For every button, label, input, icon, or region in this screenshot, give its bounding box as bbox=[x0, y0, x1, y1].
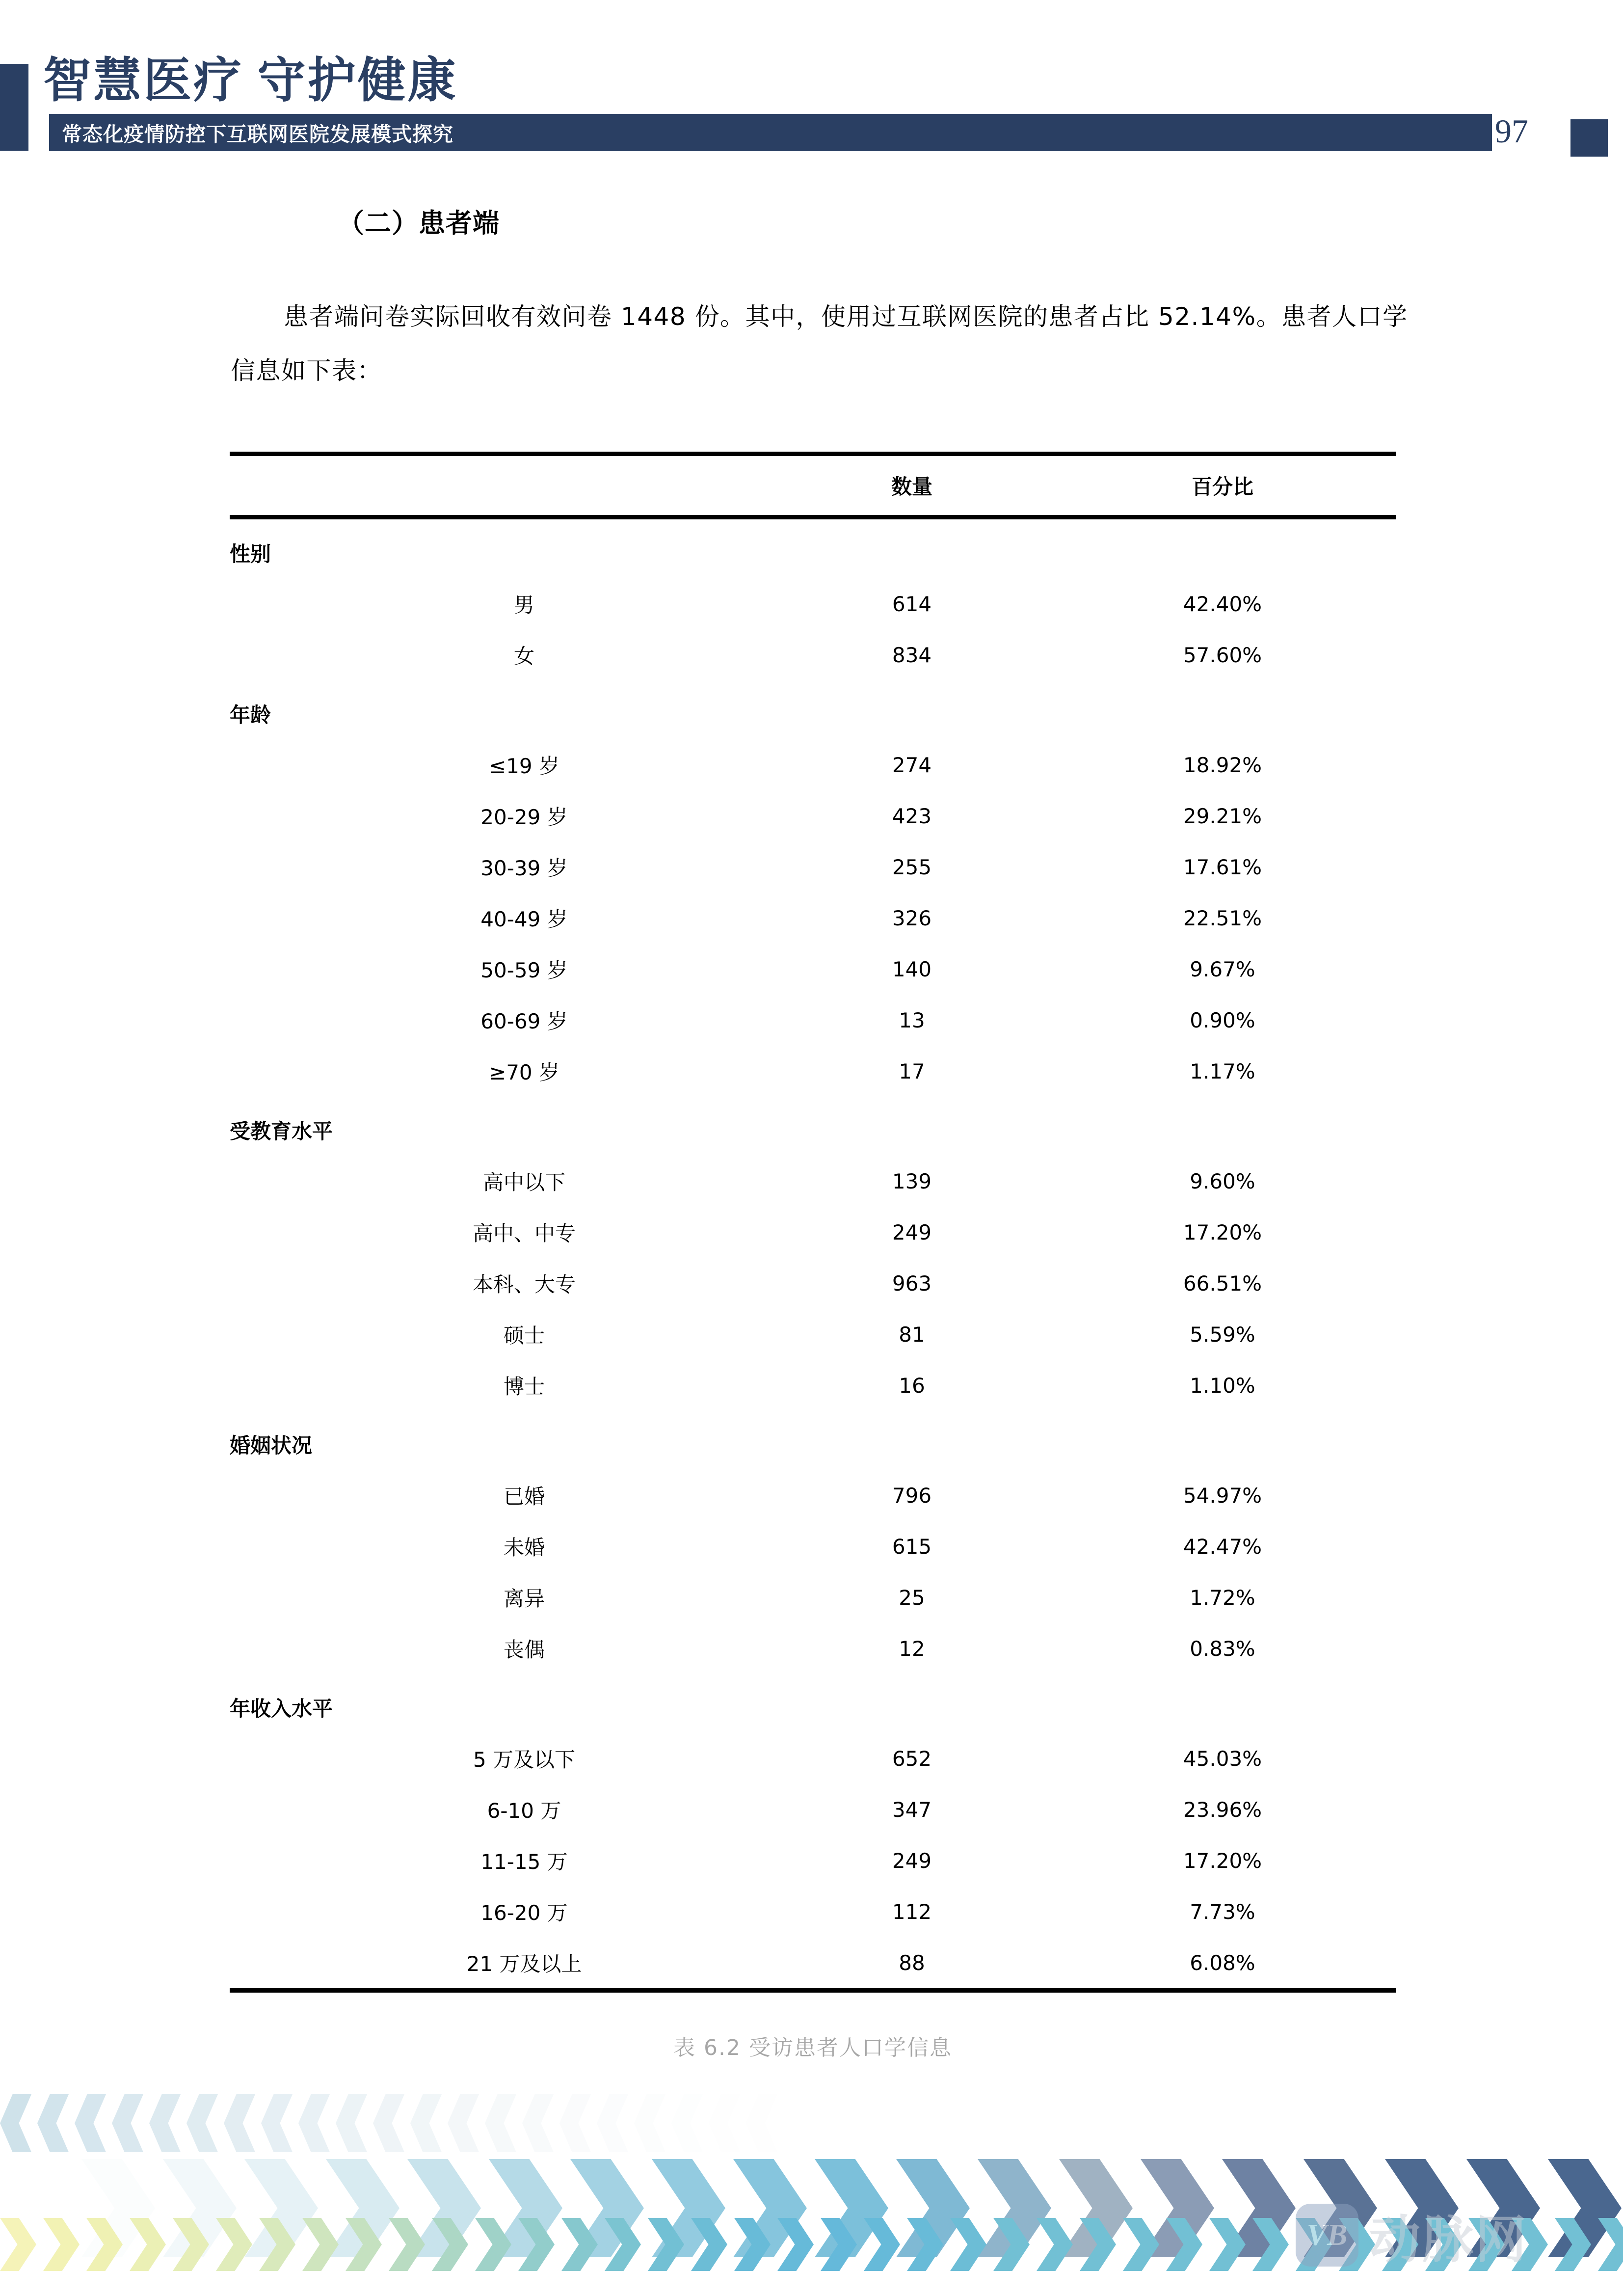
chevron-icon bbox=[259, 2218, 295, 2271]
chevron-icon bbox=[597, 2094, 628, 2152]
chevron-icon bbox=[648, 2218, 684, 2271]
row-count: 81 bbox=[899, 1322, 925, 1347]
table-row bbox=[230, 944, 1396, 995]
row-percent: 6.08% bbox=[1190, 1950, 1255, 1975]
chevron-icon bbox=[993, 2218, 1030, 2271]
chevron-icon bbox=[75, 2094, 106, 2152]
chevron-icon bbox=[1604, 2094, 1623, 2152]
row-count: 88 bbox=[899, 1950, 925, 1975]
table-row bbox=[230, 1572, 1396, 1623]
chevron-icon bbox=[1555, 2218, 1591, 2271]
watermark bbox=[1296, 2198, 1528, 2272]
row-label: 30-39 岁 bbox=[480, 856, 568, 880]
row-count: 12 bbox=[899, 1636, 925, 1661]
chevron-icon bbox=[777, 2218, 814, 2271]
chevron-icon bbox=[298, 2094, 330, 2152]
chevron-icon bbox=[1166, 2218, 1202, 2271]
row-label: 60-69 岁 bbox=[480, 1009, 568, 1033]
row-label: 50-59 岁 bbox=[480, 958, 568, 982]
chevron-icon bbox=[1252, 2218, 1289, 2271]
table-row bbox=[230, 790, 1396, 841]
row-label: 女 bbox=[513, 644, 534, 668]
row-percent: 17.20% bbox=[1183, 1220, 1262, 1244]
chevron-icon bbox=[1080, 2218, 1116, 2271]
table-row bbox=[230, 1207, 1396, 1258]
chevron-icon bbox=[1007, 2094, 1038, 2152]
row-label: 11-15 万 bbox=[480, 1850, 568, 1874]
row-count: 834 bbox=[892, 643, 932, 667]
row-count: 249 bbox=[892, 1848, 932, 1873]
row-count: 249 bbox=[892, 1220, 932, 1244]
row-percent: 7.73% bbox=[1190, 1899, 1255, 1924]
chevron-icon bbox=[389, 2218, 425, 2271]
header-corner-square bbox=[1570, 119, 1608, 157]
header-subtitle-bar bbox=[49, 114, 1492, 151]
row-label: 博士 bbox=[503, 1375, 545, 1399]
table-row bbox=[230, 739, 1396, 790]
intro-paragraph: 患者端问卷实际回收有效问卷 1448 份。其中，使用过互联网医院的患者占比 52.14%。患者人口学信息如下表： bbox=[231, 302, 1408, 385]
table-group-label: 性别 bbox=[230, 542, 271, 566]
chevron-icon bbox=[1156, 2094, 1188, 2152]
table-group-row bbox=[230, 517, 1396, 579]
chevron-icon bbox=[970, 2094, 1001, 2152]
table-group-row bbox=[230, 1411, 1396, 1470]
table-row bbox=[230, 1521, 1396, 1572]
table-row bbox=[230, 1623, 1396, 1674]
chevron-icon bbox=[518, 2218, 555, 2271]
row-percent: 9.67% bbox=[1190, 957, 1255, 981]
table-head bbox=[230, 454, 1396, 517]
chevron-icon bbox=[1231, 2094, 1262, 2152]
page-subtitle: 常态化疫情防控下互联网医院发展模式探究 bbox=[62, 123, 453, 146]
watermark-logo-icon: VB bbox=[1296, 2204, 1358, 2267]
chevron-icon bbox=[522, 2094, 554, 2152]
chevron-icon bbox=[448, 2094, 479, 2152]
row-percent: 45.03% bbox=[1183, 1746, 1262, 1771]
row-label: 男 bbox=[513, 593, 534, 617]
chevron-icon bbox=[1123, 2218, 1159, 2271]
row-percent: 1.10% bbox=[1190, 1373, 1255, 1398]
chevron-icon bbox=[1305, 2094, 1337, 2152]
chevron-icon bbox=[261, 2094, 293, 2152]
chevron-icon bbox=[821, 2094, 852, 2152]
row-percent: 57.60% bbox=[1183, 643, 1262, 667]
row-count: 274 bbox=[892, 753, 932, 777]
section-heading: （二）患者端 bbox=[338, 208, 500, 239]
chevron-icon bbox=[561, 2218, 598, 2271]
chevron-icon bbox=[216, 2218, 252, 2271]
chevron-icon bbox=[173, 2218, 209, 2271]
row-percent: 23.96% bbox=[1183, 1797, 1262, 1822]
row-count: 652 bbox=[892, 1746, 932, 1771]
row-percent: 5.59% bbox=[1190, 1322, 1255, 1347]
row-percent: 0.90% bbox=[1190, 1008, 1255, 1032]
row-count: 614 bbox=[892, 592, 932, 616]
table-group-label: 年收入水平 bbox=[230, 1697, 333, 1721]
row-label: 16-20 万 bbox=[480, 1901, 568, 1925]
chevron-icon bbox=[475, 2218, 511, 2271]
chevron-icon bbox=[0, 2094, 31, 2152]
chevron-icon bbox=[346, 2218, 382, 2271]
chevron-icon bbox=[864, 2218, 900, 2271]
row-percent: 42.47% bbox=[1183, 1534, 1262, 1559]
row-label: 离异 bbox=[503, 1587, 545, 1611]
chevron-icon bbox=[1567, 2094, 1598, 2152]
chevron-icon bbox=[1380, 2094, 1411, 2152]
table-row bbox=[230, 1258, 1396, 1309]
row-count: 16 bbox=[899, 1373, 925, 1398]
chevron-icon bbox=[1417, 2094, 1449, 2152]
row-percent: 1.17% bbox=[1190, 1059, 1255, 1083]
column-header-blank bbox=[230, 454, 774, 517]
row-percent: 17.20% bbox=[1183, 1848, 1262, 1873]
row-count: 140 bbox=[892, 957, 932, 981]
row-count: 25 bbox=[899, 1585, 925, 1610]
chevron-icon bbox=[734, 2218, 771, 2271]
chevron-icon bbox=[858, 2094, 889, 2152]
row-label: 5 万及以下 bbox=[473, 1748, 576, 1772]
table-row bbox=[230, 1360, 1396, 1411]
row-label: 本科、大专 bbox=[472, 1272, 576, 1297]
chevron-icon bbox=[86, 2218, 123, 2271]
watermark-text: 动脉网 bbox=[1369, 2210, 1529, 2269]
table-group-label: 婚姻状况 bbox=[230, 1433, 313, 1458]
table-group-label: 年龄 bbox=[230, 703, 271, 727]
chevron-icon bbox=[1209, 2218, 1246, 2271]
row-count: 326 bbox=[892, 906, 932, 930]
row-label: 高中、中专 bbox=[472, 1221, 576, 1245]
row-count: 112 bbox=[892, 1899, 932, 1924]
table-row bbox=[230, 995, 1396, 1046]
chevron-icon bbox=[709, 2094, 740, 2152]
chevron-icon bbox=[907, 2218, 943, 2271]
row-label: 高中以下 bbox=[482, 1170, 565, 1194]
row-label: 未婚 bbox=[503, 1536, 545, 1560]
page-number: 97 bbox=[1495, 112, 1528, 150]
row-label: 40-49 岁 bbox=[480, 907, 568, 931]
chevron-icon bbox=[432, 2218, 468, 2271]
table-row bbox=[230, 1835, 1396, 1886]
row-count: 423 bbox=[892, 804, 932, 828]
chevron-icon bbox=[186, 2094, 218, 2152]
row-label: ≤19 岁 bbox=[489, 754, 559, 778]
chevron-icon bbox=[1343, 2094, 1374, 2152]
chevron-icon bbox=[950, 2218, 986, 2271]
chevron-icon bbox=[37, 2094, 69, 2152]
row-percent: 29.21% bbox=[1183, 804, 1262, 828]
row-percent: 22.51% bbox=[1183, 906, 1262, 930]
row-percent: 66.51% bbox=[1183, 1271, 1262, 1296]
row-percent: 18.92% bbox=[1183, 753, 1262, 777]
chevron-icon bbox=[43, 2218, 80, 2271]
chevron-icon bbox=[783, 2094, 815, 2152]
row-count: 963 bbox=[892, 1271, 932, 1296]
row-count: 347 bbox=[892, 1797, 932, 1822]
chevron-icon bbox=[1037, 2218, 1073, 2271]
chevron-icon bbox=[149, 2094, 181, 2152]
table-group-row bbox=[230, 1097, 1396, 1156]
table-row bbox=[230, 629, 1396, 680]
table-row bbox=[230, 1937, 1396, 1991]
chevron-icon bbox=[932, 2094, 964, 2152]
chevron-icon bbox=[895, 2094, 927, 2152]
row-count: 615 bbox=[892, 1534, 932, 1559]
demographics-table bbox=[230, 452, 1396, 1993]
row-percent: 0.83% bbox=[1190, 1636, 1255, 1661]
table-group-row bbox=[230, 680, 1396, 739]
chevron-icon bbox=[821, 2218, 857, 2271]
chevron-icon bbox=[1119, 2094, 1150, 2152]
chevron-icon bbox=[130, 2218, 166, 2271]
chevron-icon bbox=[1598, 2218, 1623, 2271]
chevron-icon bbox=[1455, 2094, 1486, 2152]
row-count: 796 bbox=[892, 1483, 932, 1508]
table-row bbox=[230, 1886, 1396, 1937]
chevron-icon bbox=[373, 2094, 404, 2152]
column-header-count: 数量 bbox=[891, 475, 932, 499]
row-count: 13 bbox=[899, 1008, 925, 1032]
table-header-row bbox=[230, 454, 1396, 517]
chevron-icon bbox=[746, 2094, 777, 2152]
table-row bbox=[230, 841, 1396, 892]
chevron-icon bbox=[1044, 2094, 1076, 2152]
row-label: 21 万及以上 bbox=[466, 1952, 582, 1976]
chevron-icon bbox=[112, 2094, 143, 2152]
chevron-row-top bbox=[0, 2094, 1623, 2153]
row-percent: 17.61% bbox=[1183, 855, 1262, 879]
table-row bbox=[230, 1784, 1396, 1835]
table-row bbox=[230, 1733, 1396, 1784]
row-count: 17 bbox=[899, 1059, 925, 1083]
chevron-icon bbox=[1529, 2094, 1561, 2152]
table-body bbox=[230, 517, 1396, 1991]
table-group-label: 受教育水平 bbox=[230, 1119, 333, 1143]
header-accent-bar bbox=[0, 64, 28, 151]
chevron-icon bbox=[605, 2218, 641, 2271]
table-group-row bbox=[230, 1674, 1396, 1733]
column-header-percent: 百分比 bbox=[1191, 475, 1253, 499]
table-row bbox=[230, 1309, 1396, 1360]
chevron-icon bbox=[634, 2094, 665, 2152]
chevron-icon bbox=[1492, 2094, 1523, 2152]
table-row bbox=[230, 892, 1396, 944]
row-label: 已婚 bbox=[503, 1485, 545, 1509]
row-label: 丧偶 bbox=[503, 1638, 545, 1662]
page-header bbox=[0, 0, 1623, 167]
chevron-icon bbox=[224, 2094, 255, 2152]
chevron-icon bbox=[691, 2218, 727, 2271]
chevron-icon bbox=[0, 2218, 36, 2271]
table-row bbox=[230, 1156, 1396, 1207]
chevron-icon bbox=[485, 2094, 516, 2152]
chevron-icon bbox=[302, 2218, 339, 2271]
table-row bbox=[230, 578, 1396, 629]
row-count: 139 bbox=[892, 1169, 932, 1193]
row-percent: 42.40% bbox=[1183, 592, 1262, 616]
table-row bbox=[230, 1046, 1396, 1097]
chevron-icon bbox=[410, 2094, 442, 2152]
row-label: 硕士 bbox=[503, 1324, 545, 1348]
row-percent: 9.60% bbox=[1190, 1169, 1255, 1193]
table-caption: 表 6.2 受访患者人口学信息 bbox=[673, 2035, 952, 2060]
chevron-icon bbox=[1082, 2094, 1113, 2152]
chevron-icon bbox=[336, 2094, 367, 2152]
row-label: 6-10 万 bbox=[487, 1799, 561, 1823]
chevron-icon bbox=[671, 2094, 703, 2152]
chevron-icon bbox=[1268, 2094, 1300, 2152]
chevron-icon bbox=[1194, 2094, 1225, 2152]
row-percent: 1.72% bbox=[1190, 1585, 1255, 1610]
row-label: ≥70 岁 bbox=[489, 1060, 559, 1084]
chevron-icon bbox=[559, 2094, 591, 2152]
row-percent: 54.97% bbox=[1183, 1483, 1262, 1508]
page-title: 智慧医疗 守护健康 bbox=[43, 54, 458, 108]
row-count: 255 bbox=[892, 855, 932, 879]
demographics-table-wrap bbox=[230, 452, 1396, 1993]
table-row bbox=[230, 1470, 1396, 1521]
row-label: 20-29 岁 bbox=[480, 805, 568, 829]
